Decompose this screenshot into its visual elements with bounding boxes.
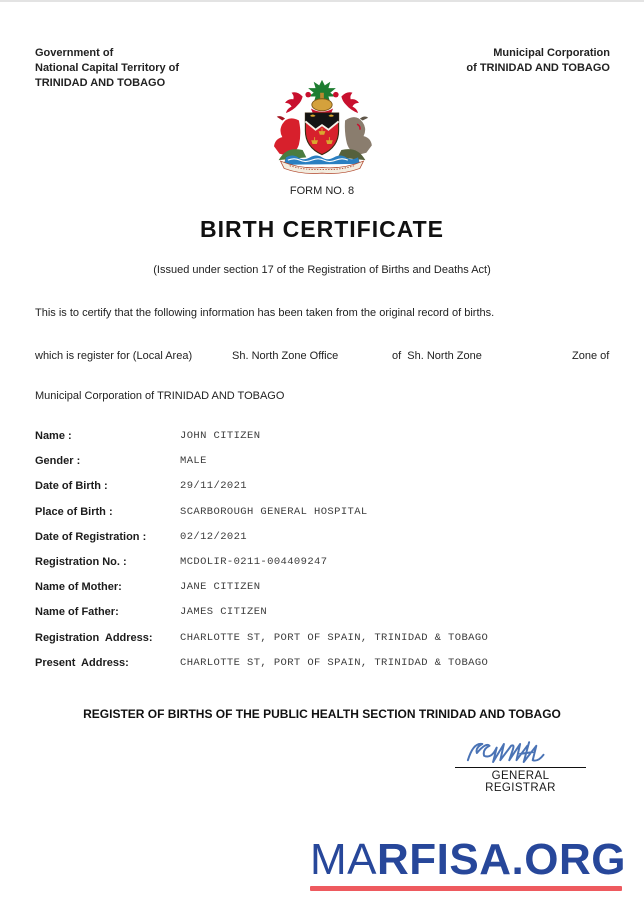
trinidad-tobago-coat-of-arms-icon (262, 78, 382, 179)
field-label: Name of Mother: (35, 581, 122, 594)
field-row-name-of-mother (35, 581, 614, 606)
municipal-corporation-block (466, 46, 610, 76)
field-label: Name : (35, 430, 72, 442)
field-value: JOHN CITIZEN (180, 430, 261, 442)
zone-office-value: Sh. North Zone Office (232, 350, 339, 362)
corp-line-1: Municipal Corporation (493, 47, 610, 59)
marfisa-brand-watermark (310, 835, 626, 891)
brand-text-bold: RFISA.ORG (377, 835, 626, 884)
field-value: CHARLOTTE ST, PORT OF SPAIN, TRINIDAD & TOBAGO (180, 631, 489, 644)
document-title: BIRTH CERTIFICATE (199, 216, 444, 242)
field-label: Registration Address: (35, 631, 153, 644)
register-line-prefix: which is register for (Local Area) (35, 350, 193, 362)
registrar-signature-block (455, 735, 586, 794)
issuing-government-block (35, 46, 179, 91)
gov-line-2: National Capital Territory of (35, 61, 180, 74)
field-value: CHARLOTTE ST, PORT OF SPAIN, TRINIDAD & TOBAGO (180, 656, 489, 669)
gov-line-3: TRINIDAD AND TOBAGO (35, 76, 166, 89)
registrar-signature-icon (462, 735, 580, 771)
field-label: Gender : (35, 455, 81, 468)
corporation-line: Municipal Corporation of TRINIDAD AND TOBAGO (35, 390, 285, 402)
field-label: Date of Registration : (35, 530, 147, 543)
field-row-gender (35, 455, 614, 480)
field-label: Date of Birth : (35, 480, 108, 493)
field-value: SCARBOROUGH GENERAL HOSPITAL (180, 505, 368, 518)
form-number: FORM NO. 8 (289, 185, 355, 197)
brand-text-light: MA (310, 835, 377, 884)
field-row-place-of-birth (35, 506, 614, 531)
field-value: JANE CITIZEN (180, 581, 261, 594)
field-value: MALE (180, 455, 207, 468)
field-label: Name of Father: (35, 606, 119, 619)
document-subtitle: (Issued under section 17 of the Registration of Births and Deaths Act) (153, 264, 491, 276)
field-row-registration-no (35, 556, 614, 581)
certification-statement: This is to certify that the following information has been taken from the original record of births. (35, 307, 495, 319)
registrar-title: GENERAL REGISTRAR (485, 770, 556, 794)
field-value: 29/11/2021 (180, 480, 248, 493)
field-row-name-of-father (35, 606, 614, 631)
brand-underline-bar (310, 886, 622, 891)
field-row-date-of-birth (35, 480, 614, 505)
field-label: Registration No. : (35, 555, 127, 568)
field-label: Place of Birth : (35, 505, 113, 518)
certificate-fields (35, 430, 614, 682)
field-row-name (35, 430, 614, 455)
field-value: 02/12/2021 (180, 530, 248, 543)
corp-line-2: of TRINIDAD AND TOBAGO (466, 61, 610, 74)
field-row-present-address (35, 657, 614, 682)
brand-wordmark (310, 835, 626, 884)
field-value: MCDOLIR-0211-004409247 (180, 555, 328, 568)
zone-value: of Sh. North Zone (392, 350, 482, 362)
field-row-registration-address (35, 632, 614, 657)
zone-of-suffix: Zone of (572, 350, 610, 362)
gov-line-1: Government of (35, 47, 114, 59)
field-value: JAMES CITIZEN (180, 606, 268, 619)
field-row-date-of-registration (35, 531, 614, 556)
register-of-births-heading: REGISTER OF BIRTHS OF THE PUBLIC HEALTH SECTION TRINIDAD AND TOBAGO (83, 707, 561, 721)
field-label: Present Address: (35, 656, 129, 669)
